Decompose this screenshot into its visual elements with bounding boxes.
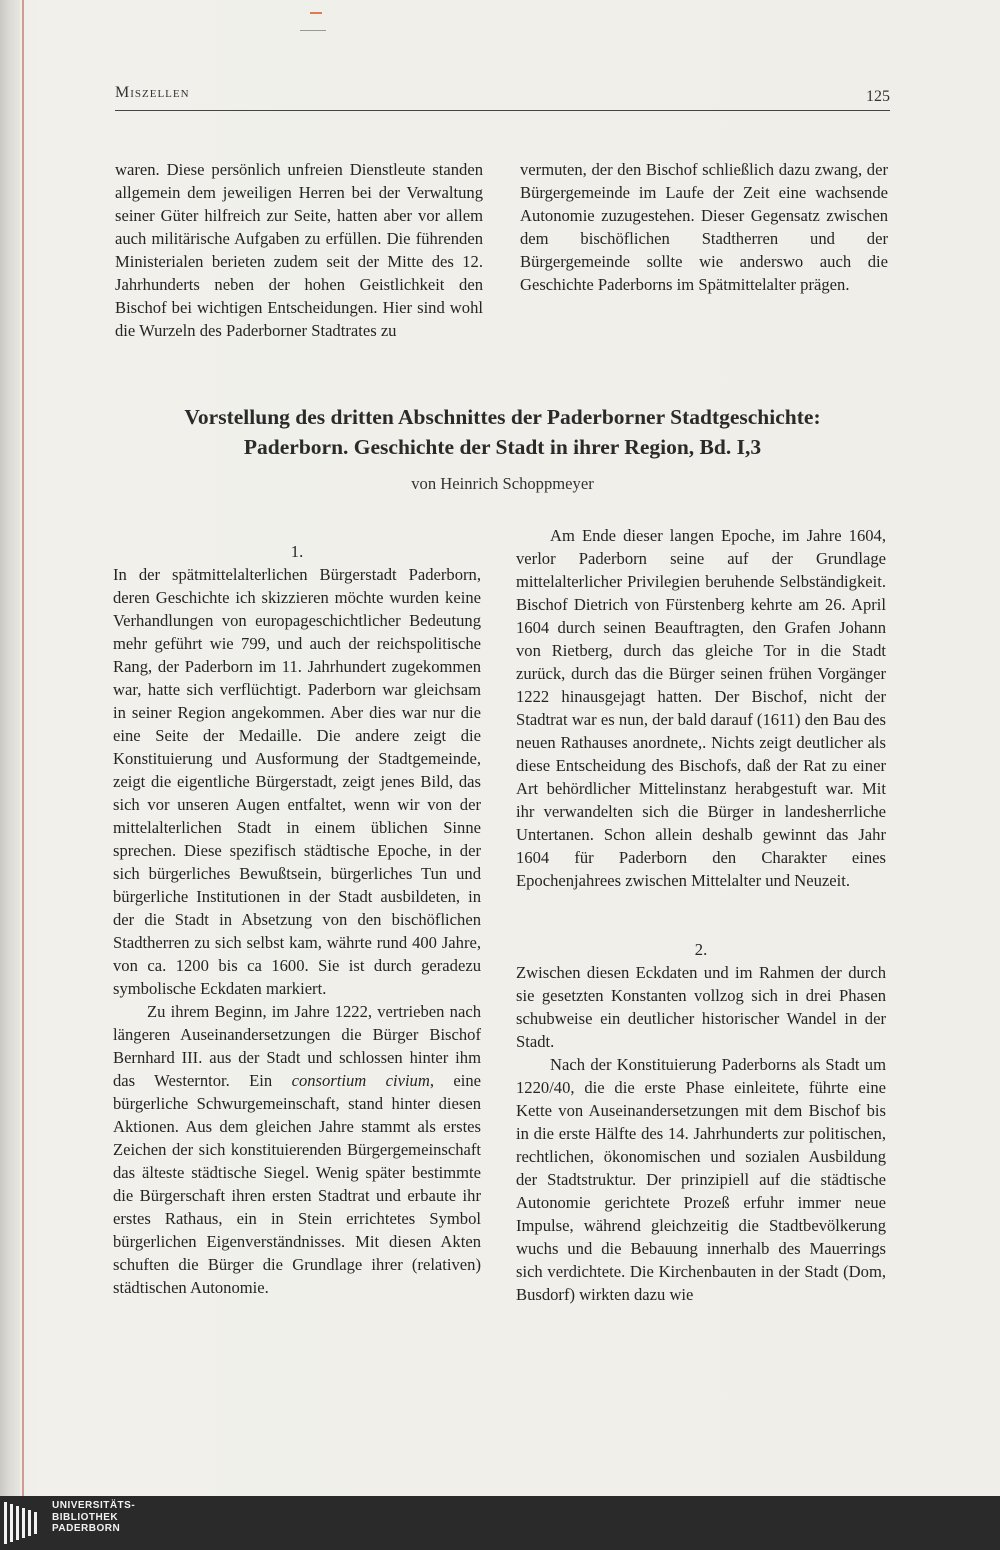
running-head: Miszellen xyxy=(115,84,190,101)
article-title-line-2: Paderborn. Geschichte der Stadt in ihrer Region, Bd. I,3 xyxy=(243,435,762,459)
page-header xyxy=(115,84,890,111)
section-2-paragraph-2: Nach der Konstituierung Paderborns als Stadt um 1220/40, die die erste Phase einleitete, führte eine Kette von Auseinandersetzungen mit dem Bischof bis in die erste Hälfte des 14. Jahrhunderts zur politischen, rechtlichen, ökonomischen und sozialen Ausbildung der Stadtstruktur. Der prinzipiell auf die städtische Autonomie gerichtete Prozeß erfuhr immer neue Impulse, während gleichzeitig die Stadtbevölkerung wuchs und die Bebauung innerhalb des Mauerrings sich verdichtete. Die Kirchenbauten in der Stadt (Dom, Busdorf) wirkten dazu wie xyxy=(516,1055,886,1304)
intro-left-paragraph: waren. Diese persönlich unfreien Dienstleute standen allgemein dem jeweiligen Herren bei der Verwaltung seiner Güter hilfreich zur Seite, hatten aber vor allem auch militärische Aufgaben zu erfüllen. Die führenden Ministerialen berieten zudem seit der Mitte des 12. Jahrhunderts neben der hohen Geistlichkeit den Bischof bei wichtigen Entscheidungen. Hier sind wohl die Wurzeln des Paderborner Stadtrates zu xyxy=(115,160,483,340)
section-1-paragraph-3: Am Ende dieser langen Epoche, im Jahre 1604, verlor Paderborn seine auf der Grundlage mittelalterlicher Privilegien beruhende Selbständigkeit. Bischof Dietrich von Fürstenberg kehrte am 26. April 1604 durch seinen Beauftragten, den Grafen Johann von Rietberg, durch das gleiche Tor in die Stadt zurück, durch das die Bürger seinen frühen Vorgänger 1222 hinausgejagt hatten. Der Bischof, nicht der Stadtrat war es nun, der bald darauf (1611) den Bau des neuen Rathauses anordnete,. Nichts zeigt deutlicher als diese Entscheidung des Bischofs, daß der Rat zu einer Art behördlicher Mittelinstanz herabgestuft war. Mit ihr verwandelten sich die Bürger in landesherrliche Untertanen. Schon allein deshalb gewinnt das Jahr 1604 für Paderborn den Charakter eines Epochenjahrees zwischen Mittelalter und Neuzeit. xyxy=(516,526,886,890)
page-number: 125 xyxy=(866,88,890,105)
logo-line-3: PADERBORN xyxy=(52,1523,121,1534)
article-title-line-1: Vorstellung des dritten Abschnittes der Paderborner Stadtgeschichte: xyxy=(184,405,821,429)
logo-line-2: BIBLIOTHEK xyxy=(52,1511,119,1523)
library-logo-text xyxy=(52,1500,135,1535)
article-author: von Heinrich Schoppmeyer xyxy=(411,474,594,493)
article-title xyxy=(115,402,890,462)
scan-mark xyxy=(310,12,322,14)
library-footer-bar xyxy=(0,1496,1000,1550)
section-spacer xyxy=(516,892,886,915)
section-1-paragraph-1: In der spätmittelalterlichen Bürgerstadt Paderborn, deren Geschichte ich skizzieren möchte wurden keine Verhandlungen von europageschichtlicher Bedeutung mehr geführt wie 799, und auch der reichspolitische Rang, der Paderborn im 11. Jahrhundert zugekommen war, hatte sich verflüchtigt. Paderborn war gleichsam in seiner Region angekommen. Aber dies war nur die eine Seite der Medaille. Die andere zeigt die Konstituierung und Ausformung der Stadtgemeinde, zeigt die eigentliche Bürgerstadt, zeigt jenes Bild, das sich vor unseren Augen entfaltet, wenn wir von der mittelalterlichen Stadt in einem üblichen Sinne sprechen. Diese spezifisch städtische Epoche, in der sich bürgerliches Bewußtsein, bürgerliches Tun und bürgerliche Institutionen in der Stadt ausbildeten, in der die Stadt in Absetzung von den bischöflichen Stadtherren zu sich selbst kam, währte rund 400 Jahre, von ca. 1200 bis ca 1600. Sie ist durch geradezu symbolische Eckdaten markiert. xyxy=(113,565,481,998)
main-right-column xyxy=(516,524,886,1306)
section-1-number: 1. xyxy=(290,542,304,561)
paragraph-text: , eine bürgerliche Schwurgemeinschaft, stand hinter diesen Aktionen. Aus dem gleichen Jahre stammt als erstes Zeichen der sich konstituierenden Bürgergemeinschaft das älteste städtische Siegel. Wenig später bestimmte die Bürgerschaft ihren ersten Stadtrat und erbaute ihr erstes Rathaus, ein in Stein errichtetes Symbol bürgerlichen Eigenverständnisses. Mit diesen Akten schuften die Bürger die Grundlage ihrer (relativen) städtischen Autonomie. xyxy=(113,1071,481,1297)
book-spine-shadow xyxy=(0,0,20,1496)
intro-left-column xyxy=(115,158,483,342)
logo-line-1: UNIVERSITÄTS- xyxy=(52,1500,136,1511)
main-left-column xyxy=(113,540,481,1299)
section-2-paragraph-1: Zwischen diesen Eckdaten und im Rahmen der durch sie gesetzten Konstanten vollzog sich in drei Phasen schubweise ein deutlicher historischer Wandel in der Stadt. xyxy=(516,963,886,1051)
paragraph-text: Zu ihrem Beginn, im Jahre 1222, vertrieben nach längeren Auseinandersetzungen die Bürger Bischof Bernhard III. aus der Stadt und schlossen hinter ihm das Westerntor. Ein xyxy=(113,1002,481,1090)
spine-binding-line xyxy=(22,0,24,1496)
section-2-number: 2. xyxy=(694,940,708,959)
section-1-paragraph-2 xyxy=(113,1000,481,1299)
scan-mark-line xyxy=(300,30,326,31)
library-logo-icon xyxy=(4,1502,46,1544)
latin-term: consortium civium xyxy=(291,1071,430,1090)
intro-right-column xyxy=(520,158,888,296)
intro-right-paragraph: vermuten, der den Bischof schließlich dazu zwang, der Bürgergemeinde im Laufe der Zeit eine wachsende Autonomie zuzugestehen. Dieser Gegensatz zwischen dem bischöflichen Stadtherren und der Bürgergemeinde sollte wie anderswo auch die Geschichte Paderborns im Spätmittelalter prägen. xyxy=(520,160,888,294)
section-spacer xyxy=(516,915,886,938)
